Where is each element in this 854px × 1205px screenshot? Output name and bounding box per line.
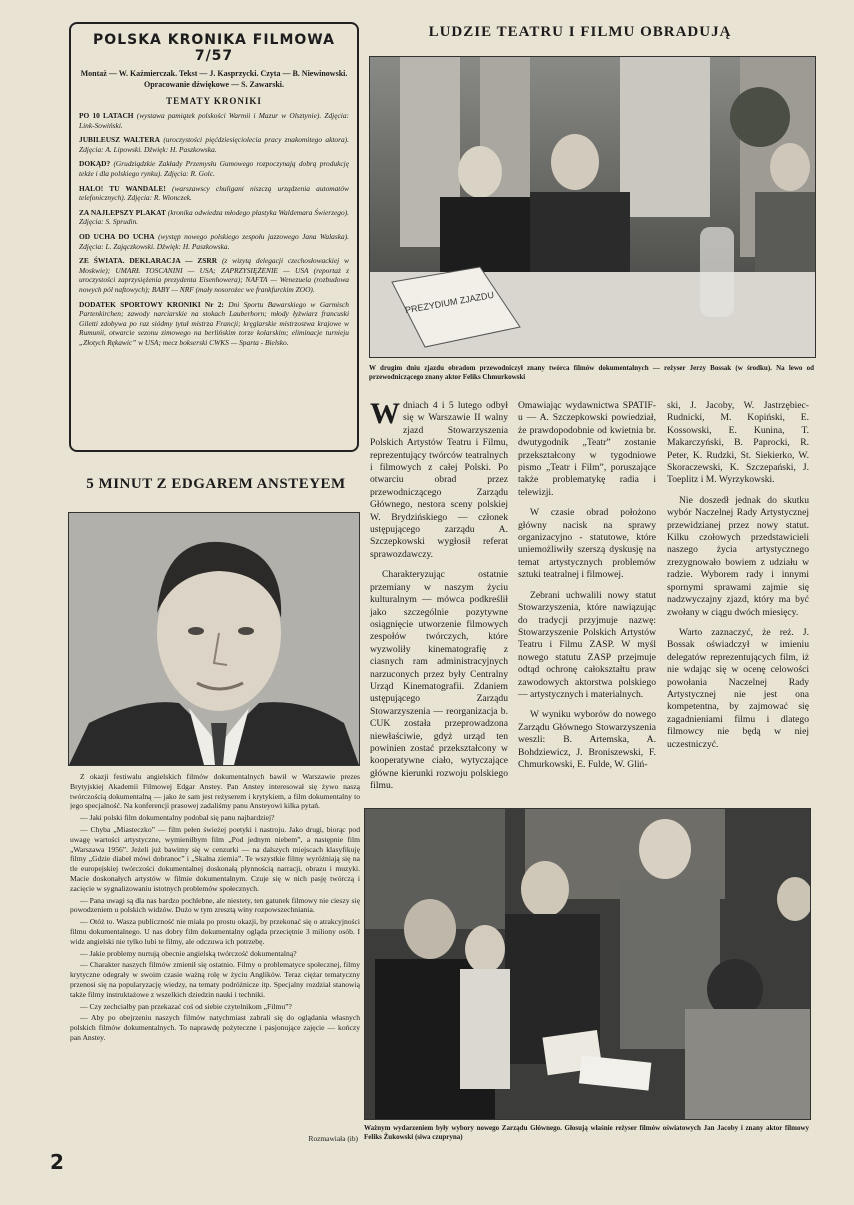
article-paragraph: W czasie obrad położono główny nacisk na sprawy organizacyjno - statutowe, które uniemożliwiły szerszą dyskusję na temat artystycznych problemów sztuki teatralnej i filmowej. (518, 507, 656, 581)
topic-title: JUBILEUSZ WALTERA (79, 135, 160, 145)
topic-title: DOKĄD? (79, 159, 111, 169)
topic-text: (warszawscy chuligani niszczą urządzenia automatów telefonicznych). Zdjęcia: R. Wionczek. (79, 183, 349, 203)
conference-photo (369, 56, 816, 358)
kronika-box (69, 22, 359, 452)
topics-list (79, 111, 349, 347)
article-paragraph: W wyniku wyborów do nowego Zarządu Głównego Stowarzyszenia weszli: B. Artemska, A. Bohdziewicz, J. Broniszewski, F. Chmurkowski, E. Fulde, W. Gliń- (518, 709, 656, 770)
interview-paragraph: — Otóż to. Wasza publiczność nie miała po prostu okazji, by przekonać się o atrakcyjności filmu dokumentalnego. U nas dobry film dokumentalny ogląda przeciętnie 3 miliony osób. I widz angielski nie tylko lubi te filmy, ale odczuwa ich potrzebę. (70, 917, 360, 946)
interview-paragraph: — Jaki polski film dokumentalny podobał się panu najbardziej? (80, 813, 275, 823)
article-paragraph: Omawiając wydawnictwa SPATIF-u — A. Szczepkowski powiedział, że prawdopodobnie od kwietnia br. dwutygodnik „Teatr” zostanie przekształcony w tygodniowe pismo „Teatr i Film”, poruszające także problematykę radia i telewizji. (518, 400, 656, 498)
article-paragraph: ski, J. Jacoby, W. Jastrzębiec-Rudnicki, M. Kopiński, E. Kossowski, E. Kunina, T. Makarczyński, B. Paprocki, R. Peter, K. Rudzki, St. Siekierko, W. Skoraczewski, K. Szczepański, J. Toeplitz i M. Wyrzykowski. (667, 400, 809, 486)
voting-photo-caption: Ważnym wydarzeniem były wybory nowego Zarządu Głównego. Głosują właśnie reżyser filmów oświatowych Jan Jacoby i znany aktor filmowy Feliks Żukowski (siwa czupryna) (364, 1124, 809, 1141)
conference-illustration (370, 57, 815, 357)
topic-item (79, 159, 349, 178)
interview-paragraph: — Czy zechciałby pan przekazać coś od siebie czytelnikom „Filmu”? (80, 1001, 292, 1011)
topic-text: (występ nowego polskiego zespołu jazzowego Jana Walaska). Zdjęcia: L. Zajączkowski. Dźwięk: H. Paszkowska. (79, 231, 350, 251)
topic-item (79, 111, 349, 130)
article-paragraph (370, 400, 508, 561)
table-sign-text: PREZYDIUM ZJAZDU (404, 289, 495, 316)
kronika-title: POLSKA KRONIKA FILMOWA 7/57 (93, 32, 335, 64)
topic-item (79, 232, 349, 251)
interview-signature: Rozmawiała (ib) (308, 1134, 358, 1143)
topic-item (79, 256, 349, 294)
topic-title: ZE ŚWIATA. DEKLARACJA — ZSRR (79, 256, 218, 266)
article-column-3 (667, 400, 809, 798)
interview-paragraph: — Pana uwagi są dla nas bardzo pochlebne, ale niestety, ten gatunek filmowy nie cieszy się powodzeniem u polskich widzów. Dużo w tym zresztą winy rozpowszechniania. (70, 895, 360, 915)
interview-paragraph: — Charakter naszych filmów zmienił się ostatnio. Filmy o problematyce społecznej, filmy krytyczne odegrały w swoim czasie ważną rolę w życiu Anglików. Teraz ciężar tematyczny przenosi się na popularyzację wiedzy, na tematy podróżnicze itp. Specjalny rozdział stanowią także filmy instruktażowe z wszelkich dziedzin nauki i techniki. (70, 960, 360, 999)
topic-text: (z wizytą delegacji czechosłowackiej w Moskwie); UMARŁ TOSCANINI — USA; ZAPRZYSIĘŻENIE — USA (reportaż z uroczystości zaprzysiężenia prezydenta Eisenhowera); NAFTA — Wenezuela (rozbudowa nowych pól naftowych); BABY — NRF (mały nosorożec we frankfurckim ZOO). (79, 256, 349, 294)
interview-headline: 5 MINUT Z EDGAREM ANSTEYEM (86, 476, 346, 492)
interview-paragraph: — Chyba „Miasteczko” — film pełen świeżej poetyki i nastroju. Jako drugi, biorąc pod uwagę wartości artystyczne, wymieniłbym film „Pod jednym niebem”, a następnie film „Warszawa 1956”. Jeżeli już bawimy się w cenzurki — na dalszych miejscach klasyfikuję filmy „Gdzie diabeł mówi dobranoc” i „Skalna ziemia”. Te wszystkie filmy wyróżniają się na tle europejskiej twórczości dokumentalnej doskonałą płynnością narracji, obrazu i muzyki. Macie doskonałych artystów w filmie dokumentalnym. Czuje się w nich pasję twórczą i zacięcie w sygnalizowaniu istotnych problemów społecznych. (70, 824, 360, 893)
article-paragraph: Nie doszedł jednak do skutku wybór Naczelnej Rady Artystycznej przewidzianej przez nowy statut. Kilku czołowych przedstawicieli naszego życia artystycznego zrezygnowało bowiem z udziału w radzie. Wyborem rady i innymi spornymi sprawami zajmie się nadzwyczajny zjazd, który ma być zwołany w ciągu dwóch miesięcy. (667, 494, 809, 618)
portrait-illustration (69, 513, 359, 765)
topic-item (79, 208, 349, 227)
topics-heading: TEMATY KRONIKI (166, 96, 262, 106)
article-paragraph: Zebrani uchwalili nowy statut Stowarzyszenia, które nawiązując do tradycji przyjmuje nazwę: Stowarzyszenie Polskich Artystów Teatru i Filmu ZASP. W myśl nowego statutu ZASP przejmuje odtąd ochronę całokształtu praw zawodowych aktorstwa polskiego — artystycznych i materialnych. (518, 589, 656, 700)
topic-text: (wystawa pamiątek polskości Warmii i Mazur w Olsztynie). Zdjęcia: Link-Sowiński. (79, 111, 349, 130)
article-paragraph: Warto zaznaczyć, że reż. J. Bossak oświadczył w imieniu delegatów reprezentujących film, iż nie wdając się w ocenę celowości powołania Naczelnej Rady Artystycznej nie jest ona kompetentna, by zajmować się zagadnieniami filmu i dlatego filmowcy nie będą w niej uczestniczyć. (667, 626, 809, 750)
interview-body (70, 772, 360, 1132)
topic-item (79, 300, 349, 348)
anstey-portrait (68, 512, 360, 766)
topic-title: PO 10 LATACH (79, 111, 134, 120)
topic-text: Dni Sportu Bawarskiego w Garmisch Partenkirchen; zawody narciarskie na stokach Lauberhorn; młody łyżwiarz francuski Giletti zdobywa po raz siódmy tytuł mistrza Francji; kręglarskie mistrzostwa krajowe w Rumunii, otwarcie sezonu zimowego na berlińskim torze kolarskim; eliminacje turnieju „Złotych Rękawic” w USA; mecz bokserski CWKS — Sparta - Bielsko. (79, 299, 349, 347)
voting-photo (364, 808, 811, 1120)
interview-paragraph: — Jakie problemy nurtują obecnie angielską twórczość dokumentalną? (80, 948, 297, 958)
interview-paragraph: Z okazji festiwalu angielskich filmów dokumentalnych bawił w Warszawie prezes Brytyjskiej Akademii Filmowej Edgar Anstey. Pan Anstey interesował się żywo naszą twórczością dokumentalną — jako że sam jest reżyserem i krytykiem, a film dokumentalny to jego specjalność. Na konferencji prasowej zadaliśmy panu Ansteyowi kilka pytań. (70, 772, 360, 811)
page-number: 2 (50, 1150, 64, 1174)
article-column-1 (370, 400, 508, 798)
topic-title: OD UCHA DO UCHA (79, 231, 155, 241)
topic-item (79, 184, 349, 203)
article-headline: LUDZIE TEATRU I FILMU OBRADUJĄ (428, 24, 732, 40)
drop-cap: W (370, 400, 400, 430)
topic-title: DODATEK SPORTOWY KRONIKI Nr 2: (79, 299, 224, 309)
topic-text: (uroczystości pięćdziesięciolecia pracy znakomitego aktora). Zdjęcia: A. Lipowski. Dźwięk: H. Paszkowska. (79, 135, 349, 154)
topic-text: (kronika odwiedza młodego plastyka Waldemara Świerzego). Zdjęcia: S. Sprudin. (79, 207, 350, 227)
conference-photo-caption: W drugim dniu zjazdu obradom przewodniczył znany twórca filmów dokumentalnych — reżyser Jerzy Bossak (w środku). Na lewo od przewodniczącego znany aktor Feliks Chmurkowski (369, 364, 814, 381)
kronika-credits: Montaż — W. Kaźmierczak. Tekst — J. Kasprzycki. Czyta — B. Niewinowski. Opracowanie dźwiękowe — S. Zawarski. (80, 69, 348, 89)
topic-title: ZA NAJLEPSZY PLAKAT (79, 207, 166, 217)
topic-text: (Grudziądzkie Zakłady Przemysłu Gumowego rozpoczynają dobrą produkcję tekże i dla polskiego rynku). Zdjęcia: R. Golc. (79, 159, 349, 178)
interview-paragraph: — Aby po obejrzeniu naszych filmów natychmiast zabrali się do oglądania własnych polskich filmów dokumentalnych. To naprawdę pożyteczne i pasjonujące zajęcie — kończy pan Anstey. (70, 1013, 360, 1042)
topic-item (79, 135, 349, 154)
topic-title: HALO! TU WANDALE! (79, 183, 166, 193)
article-paragraph: Charakteryzując ostatnie przemiany w naszym życiu kulturalnym — mówca podkreślił jako szczególnie pozytywne osiągnięcie utworzenie filmowych zespołów twórczych, które wyzwoliły kinematografię z ciasnych ram administracyjnych narzuconych przez były Centralny Urząd Kinematografii. Zdaniem ustępującego Zarządu Stowarzyszenia — reorganizacja b. CUK została przeprowadzona niewłaściwie, gdyż urząd ten powinien zostać przekształcony w kooperatywne ciało, wytyczające główne kierunki rozwoju polskiego filmu. (370, 569, 508, 792)
article-column-2 (518, 400, 656, 798)
voting-illustration (365, 809, 810, 1119)
article-text: dniach 4 i 5 lutego odbył się w Warszawie II walny zjazd Stowarzyszenia Polskich Artystów Teatru i Filmu, reprezentujący twórców teatralnych i filmowych z całej Polski. Po otwarciu obrad przez przewodniczącego Zarządu Głównego, nestora sceny polskiej W. Brydzińskiego — członek ustępującego zarządu A. Szczepkowski wygłosił referat sprawozdawczy. (370, 400, 508, 560)
